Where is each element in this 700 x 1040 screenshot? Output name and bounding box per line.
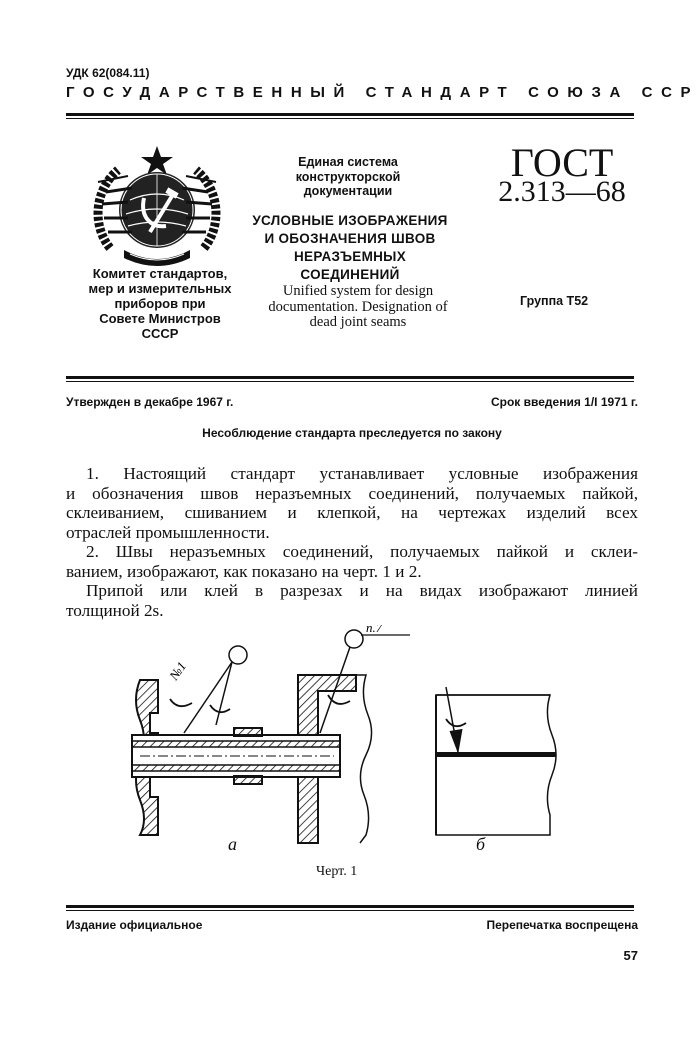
esk-line: документации xyxy=(303,184,393,198)
header-rule-thin xyxy=(66,118,634,119)
committee-name xyxy=(60,266,260,341)
english-line: documentation. Designation of xyxy=(268,298,448,315)
view-b-drawing xyxy=(436,687,556,835)
edition-note: Издание официальное xyxy=(66,918,203,932)
title-line: И ОБОЗНАЧЕНИЯ ШВОВ xyxy=(264,231,436,246)
english-title xyxy=(248,284,468,331)
gost-label: ГОСТ xyxy=(510,140,614,185)
leader-label-1: №1 xyxy=(166,658,190,683)
caption-b: б xyxy=(476,834,486,854)
title-line: НЕРАЗЪЕМНЫХ СОЕДИНЕНИЙ xyxy=(293,249,407,282)
paragraph-3 xyxy=(66,581,638,620)
text-line: склеиванием, сшиванием и клепкой, на чертежах изделий всех xyxy=(66,503,638,522)
introduction-date: Срок введения 1/I 1971 г. xyxy=(490,395,638,409)
text-line: 1. Настоящий стандарт устанавливает условные изображения xyxy=(86,464,638,483)
drawing-1 xyxy=(110,625,650,875)
text-line: и обозначения швов неразъемных соединений, получаемых пайкой, xyxy=(66,483,638,503)
esk-line: Единая система xyxy=(298,155,398,169)
page-number: 57 xyxy=(623,948,638,963)
header-rule-thick xyxy=(66,113,634,116)
group-code: Группа Т52 xyxy=(520,294,589,308)
committee-line: Совете Министров xyxy=(99,311,221,326)
udk-code: УДК 62(084.11) xyxy=(66,66,150,80)
view-a-drawing xyxy=(132,625,410,843)
reprint-notice: Перепечатка воспрещена xyxy=(486,918,638,932)
text-line: Припой или клей в разрезах и на видах изображают линией xyxy=(86,581,638,600)
text-line: 2. Швы неразъемных соединений, получаемых пайкой и склеи- xyxy=(86,542,638,561)
paragraph-1 xyxy=(66,464,638,542)
text-line: ванием, изображают, как показано на черт. 1 и 2. xyxy=(66,561,422,581)
text-line: толщиной 2s. xyxy=(66,600,164,620)
state-standard-heading: ГОСУДАРСТВЕННЫЙ СТАНДАРТ СОЮЗА ССР xyxy=(66,84,700,101)
paragraph-2 xyxy=(66,542,638,581)
footer-rule-thick xyxy=(66,905,634,908)
committee-line: приборов при xyxy=(114,296,206,311)
leader-label-2: п.7 xyxy=(366,625,383,635)
text-line: отраслей промышленности. xyxy=(66,522,270,542)
gost-number: 2.313—68 xyxy=(498,175,626,208)
esk-system-name xyxy=(268,155,428,199)
approval-date: Утвержден в декабре 1967 г. xyxy=(66,395,234,409)
esk-line: конструкторской xyxy=(295,169,401,184)
meta-rule-thin xyxy=(66,381,634,382)
footer-rule-thin xyxy=(66,910,634,911)
meta-rule-thick xyxy=(66,376,634,379)
drawing-caption: Черт. 1 xyxy=(316,864,358,879)
caption-a: а xyxy=(228,834,237,854)
committee-line: СССР xyxy=(141,326,179,341)
title-line: УСЛОВНЫЕ ИЗОБРАЖЕНИЯ xyxy=(252,213,448,228)
english-line: Unified system for design xyxy=(282,283,434,299)
ussr-emblem-icon xyxy=(88,140,226,274)
committee-line: Комитет стандартов, xyxy=(92,266,228,281)
noncompliance-notice: Несоблюдение стандарта преследуется по закону xyxy=(202,426,502,440)
english-line: dead joint seams xyxy=(309,314,407,330)
standard-title xyxy=(250,212,450,284)
committee-line: мер и измерительных xyxy=(88,281,232,296)
